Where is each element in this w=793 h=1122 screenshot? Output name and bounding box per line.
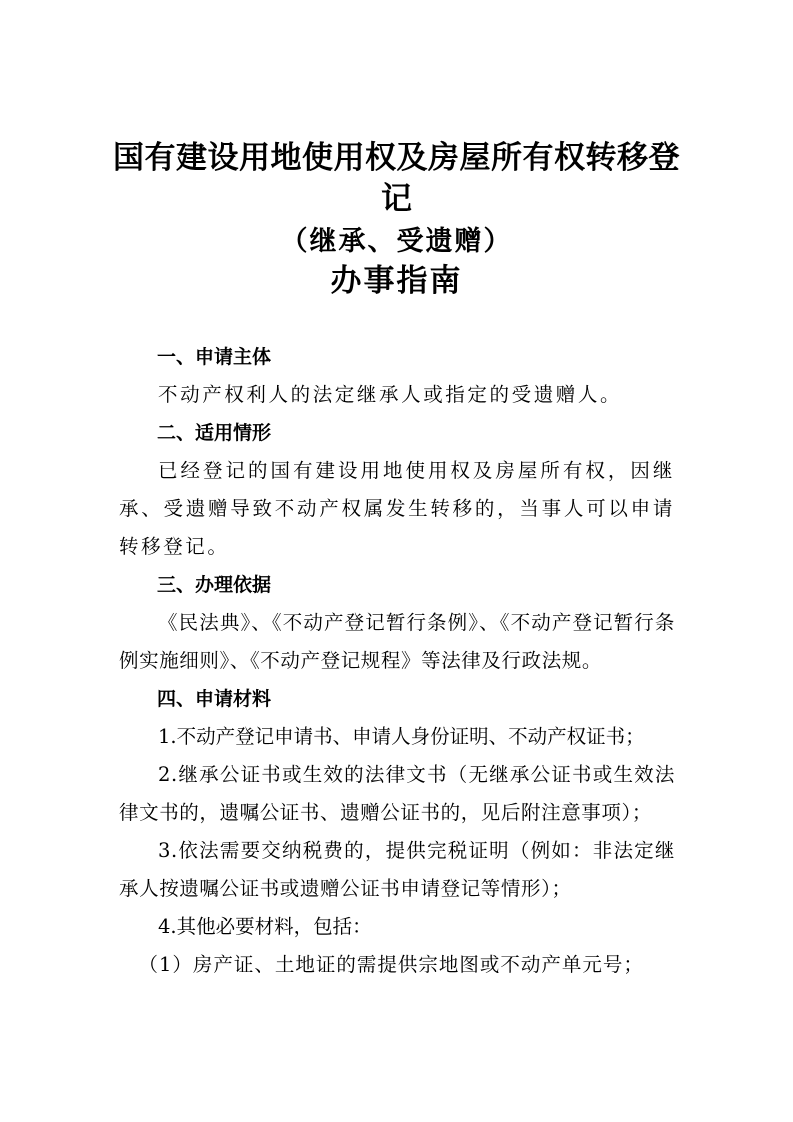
materials-item-2: 2.继承公证书或生效的法律文书（无继承公证书或生效法律文书的，遗嘱公证书、遗赠公证书的，见后附注意事项）； <box>119 763 675 824</box>
section-heading-applicant: 一、申请主体 <box>157 346 272 368</box>
document-subtitle: （继承、受遗赠） <box>280 226 513 257</box>
document-title-line-1: 国有建设用地使用权及房屋所有权转移登 <box>113 140 680 176</box>
document-body <box>119 338 675 984</box>
document-guide-title: 办事指南 <box>330 263 463 299</box>
materials-subitem-1: （1）房产证、土地证的需提供宗地图或不动产单元号； <box>138 953 644 976</box>
section-heading-applicable-situation: 二、适用情形 <box>157 422 272 444</box>
section-paragraph: 《民法典》、《不动产登记暂行条例》、《不动产登记暂行条例实施细则》、《不动产登记规程》等法律及行政法规。 <box>119 611 675 672</box>
document-title-line-2: 记 <box>381 181 412 217</box>
materials-item-1: 1.不动产登记申请书、申请人身份证明、不动产权证书； <box>158 725 645 748</box>
materials-item-4: 4.其他必要材料，包括： <box>158 915 372 938</box>
section-heading-materials: 四、申请材料 <box>157 688 272 710</box>
section-paragraph: 不动产权利人的法定继承人或指定的受遗赠人。 <box>158 383 623 406</box>
section-paragraph: 已经登记的国有建设用地使用权及房屋所有权，因继承、受遗赠导致不动产权属发生转移的，当事人可以申请转移登记。 <box>119 459 675 558</box>
materials-item-3: 3.依法需要交纳税费的，提供完税证明（例如：非法定继承人按遗嘱公证书或遗赠公证书申请登记等情形）； <box>119 839 675 900</box>
section-heading-legal-basis: 三、办理依据 <box>157 574 272 596</box>
